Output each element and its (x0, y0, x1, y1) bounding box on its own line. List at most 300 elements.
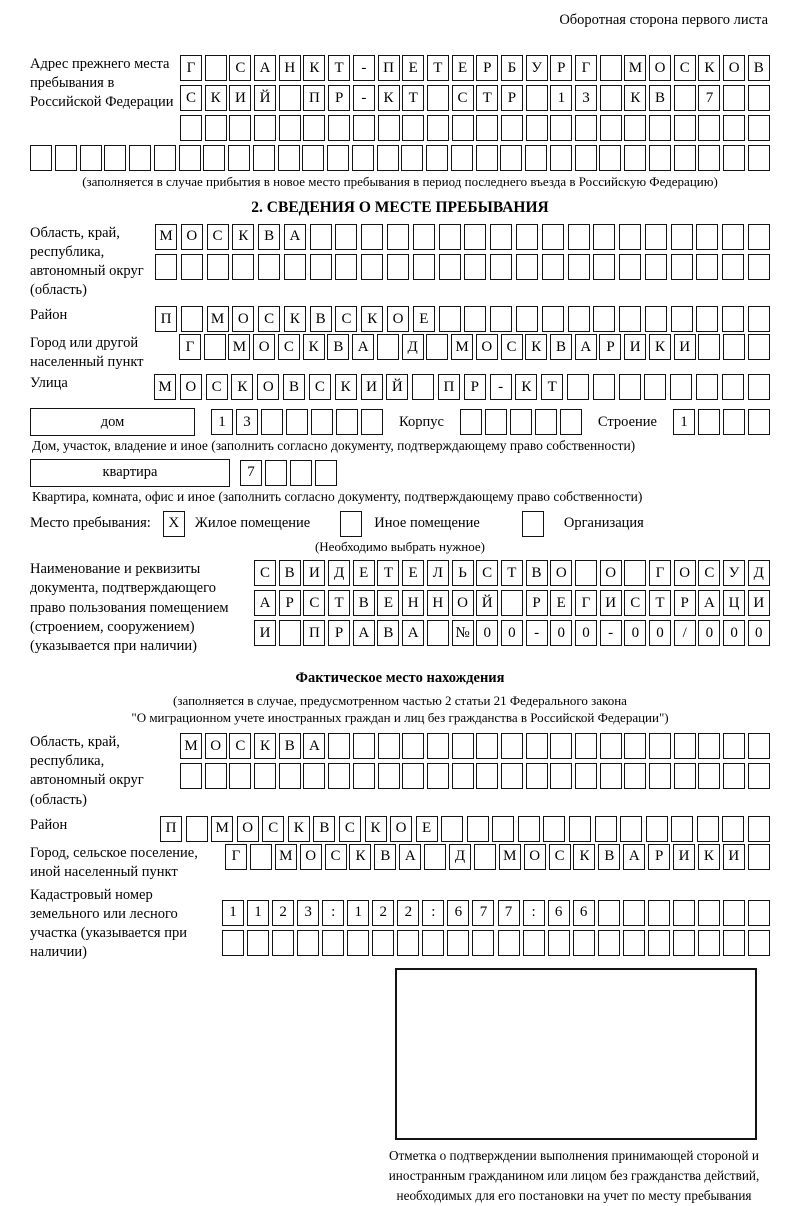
char-box[interactable]: П (155, 306, 177, 332)
char-box[interactable] (698, 763, 720, 789)
char-box[interactable] (154, 145, 176, 171)
char-box[interactable] (748, 85, 770, 111)
char-box[interactable]: М (180, 733, 202, 759)
char-box[interactable] (648, 900, 670, 926)
char-box[interactable] (516, 224, 538, 250)
char-box[interactable] (593, 374, 615, 400)
char-box[interactable]: Д (328, 560, 350, 586)
char-box[interactable] (518, 816, 540, 842)
char-box[interactable] (247, 930, 269, 956)
char-box[interactable] (748, 930, 770, 956)
char-box[interactable]: 2 (272, 900, 294, 926)
char-box[interactable]: С (674, 55, 696, 81)
char-box[interactable] (624, 733, 646, 759)
char-box[interactable]: В (377, 620, 399, 646)
char-box[interactable] (303, 763, 325, 789)
char-box[interactable] (452, 763, 474, 789)
char-box[interactable] (254, 115, 276, 141)
char-box[interactable] (510, 409, 532, 435)
char-box[interactable]: К (515, 374, 537, 400)
char-box[interactable]: Г (575, 55, 597, 81)
char-box[interactable] (722, 816, 744, 842)
char-box[interactable] (327, 145, 349, 171)
char-box[interactable] (30, 145, 52, 171)
char-box[interactable] (310, 224, 332, 250)
char-box[interactable] (624, 763, 646, 789)
char-box[interactable] (361, 409, 383, 435)
char-box[interactable] (427, 115, 449, 141)
checkbox-zhiloe[interactable]: X (163, 511, 185, 537)
char-box[interactable] (600, 115, 622, 141)
char-box[interactable] (516, 254, 538, 280)
char-box[interactable]: С (309, 374, 331, 400)
char-box[interactable] (353, 733, 375, 759)
char-box[interactable] (402, 763, 424, 789)
char-box[interactable] (261, 409, 283, 435)
char-box[interactable] (378, 763, 400, 789)
char-box[interactable] (476, 145, 498, 171)
checkbox-inoe[interactable] (340, 511, 362, 537)
char-box[interactable]: Д (748, 560, 770, 586)
char-box[interactable]: К (303, 334, 325, 360)
char-box[interactable] (402, 115, 424, 141)
char-box[interactable]: С (339, 816, 361, 842)
char-box[interactable]: А (402, 620, 424, 646)
char-box[interactable] (671, 254, 693, 280)
char-box[interactable]: А (353, 620, 375, 646)
char-box[interactable] (464, 306, 486, 332)
char-box[interactable] (575, 763, 597, 789)
char-box[interactable]: 0 (723, 620, 745, 646)
char-box[interactable] (426, 145, 448, 171)
char-box[interactable]: Г (225, 844, 247, 870)
char-box[interactable]: М (207, 306, 229, 332)
char-box[interactable] (670, 374, 692, 400)
char-box[interactable]: 0 (649, 620, 671, 646)
char-box[interactable]: Й (386, 374, 408, 400)
char-box[interactable]: Е (416, 816, 438, 842)
char-box[interactable] (674, 115, 696, 141)
char-box[interactable] (624, 115, 646, 141)
char-box[interactable] (723, 115, 745, 141)
char-box[interactable]: 7 (698, 85, 720, 111)
char-box[interactable] (748, 306, 770, 332)
char-box[interactable]: 1 (673, 409, 695, 435)
char-box[interactable]: С (698, 560, 720, 586)
char-box[interactable]: Т (427, 55, 449, 81)
char-box[interactable] (232, 254, 254, 280)
char-box[interactable] (447, 930, 469, 956)
char-box[interactable]: К (361, 306, 383, 332)
char-box[interactable]: М (228, 334, 250, 360)
char-box[interactable] (467, 816, 489, 842)
char-box[interactable] (542, 306, 564, 332)
char-box[interactable] (328, 115, 350, 141)
char-box[interactable] (722, 374, 744, 400)
char-box[interactable]: И (674, 334, 696, 360)
char-box[interactable]: Т (476, 85, 498, 111)
char-box[interactable] (696, 224, 718, 250)
char-box[interactable]: Т (402, 85, 424, 111)
char-box[interactable] (550, 733, 572, 759)
char-box[interactable] (567, 374, 589, 400)
char-box[interactable] (352, 145, 374, 171)
char-box[interactable]: М (451, 334, 473, 360)
char-box[interactable]: С (501, 334, 523, 360)
char-box[interactable]: О (257, 374, 279, 400)
char-box[interactable] (569, 816, 591, 842)
char-box[interactable] (723, 409, 745, 435)
char-box[interactable] (525, 145, 547, 171)
char-box[interactable] (180, 115, 202, 141)
char-box[interactable] (181, 254, 203, 280)
char-box[interactable] (387, 224, 409, 250)
char-box[interactable]: Н (427, 590, 449, 616)
char-box[interactable]: В (279, 733, 301, 759)
char-box[interactable] (501, 733, 523, 759)
char-box[interactable] (335, 224, 357, 250)
char-box[interactable]: : (523, 900, 545, 926)
char-box[interactable]: Р (550, 55, 572, 81)
char-box[interactable]: Р (526, 590, 548, 616)
char-box[interactable] (290, 460, 312, 486)
char-box[interactable]: Р (599, 334, 621, 360)
char-box[interactable] (181, 306, 203, 332)
char-box[interactable] (644, 374, 666, 400)
char-box[interactable]: С (254, 560, 276, 586)
char-box[interactable] (302, 145, 324, 171)
char-box[interactable]: К (698, 55, 720, 81)
char-box[interactable]: О (600, 560, 622, 586)
char-box[interactable]: Л (427, 560, 449, 586)
char-box[interactable] (439, 306, 461, 332)
char-box[interactable]: 3 (575, 85, 597, 111)
char-box[interactable] (222, 930, 244, 956)
char-box[interactable]: В (598, 844, 620, 870)
char-box[interactable]: М (275, 844, 297, 870)
char-box[interactable]: Т (328, 590, 350, 616)
char-box[interactable]: - (600, 620, 622, 646)
char-box[interactable] (568, 306, 590, 332)
char-box[interactable] (278, 145, 300, 171)
char-box[interactable] (696, 254, 718, 280)
char-box[interactable]: Ь (452, 560, 474, 586)
char-box[interactable]: С (624, 590, 646, 616)
char-box[interactable]: Р (648, 844, 670, 870)
char-box[interactable] (723, 334, 745, 360)
char-box[interactable] (413, 224, 435, 250)
char-box[interactable]: П (303, 620, 325, 646)
char-box[interactable] (377, 334, 399, 360)
char-box[interactable] (674, 145, 696, 171)
char-box[interactable] (723, 900, 745, 926)
char-box[interactable] (155, 254, 177, 280)
char-box[interactable] (104, 145, 126, 171)
char-box[interactable]: М (211, 816, 233, 842)
char-box[interactable] (412, 374, 434, 400)
char-box[interactable] (526, 763, 548, 789)
char-box[interactable] (526, 85, 548, 111)
char-box[interactable] (623, 930, 645, 956)
char-box[interactable] (548, 930, 570, 956)
char-box[interactable]: К (624, 85, 646, 111)
char-box[interactable] (623, 900, 645, 926)
char-box[interactable] (600, 85, 622, 111)
char-box[interactable] (624, 560, 646, 586)
char-box[interactable] (698, 930, 720, 956)
char-box[interactable]: В (283, 374, 305, 400)
char-box[interactable] (748, 334, 770, 360)
char-box[interactable]: О (452, 590, 474, 616)
char-box[interactable]: О (181, 224, 203, 250)
char-box[interactable]: Е (402, 560, 424, 586)
char-box[interactable]: О (387, 306, 409, 332)
char-box[interactable]: О (649, 55, 671, 81)
char-box[interactable] (722, 224, 744, 250)
char-box[interactable]: 0 (501, 620, 523, 646)
char-box[interactable] (180, 763, 202, 789)
char-box[interactable]: Р (464, 374, 486, 400)
char-box[interactable] (673, 900, 695, 926)
char-box[interactable]: К (698, 844, 720, 870)
char-box[interactable] (186, 816, 208, 842)
char-box[interactable]: 6 (548, 900, 570, 926)
char-box[interactable] (674, 85, 696, 111)
char-box[interactable] (203, 145, 225, 171)
char-box[interactable]: 1 (347, 900, 369, 926)
char-box[interactable]: О (205, 733, 227, 759)
char-box[interactable]: / (674, 620, 696, 646)
char-box[interactable] (310, 254, 332, 280)
char-box[interactable]: 1 (247, 900, 269, 926)
char-box[interactable]: Е (353, 560, 375, 586)
char-box[interactable]: В (310, 306, 332, 332)
char-box[interactable] (723, 930, 745, 956)
char-box[interactable]: Р (674, 590, 696, 616)
char-box[interactable]: В (313, 816, 335, 842)
char-box[interactable] (645, 254, 667, 280)
char-box[interactable]: 7 (472, 900, 494, 926)
char-box[interactable] (575, 115, 597, 141)
char-box[interactable]: Г (649, 560, 671, 586)
char-box[interactable] (593, 254, 615, 280)
char-box[interactable] (619, 254, 641, 280)
char-box[interactable]: В (258, 224, 280, 250)
char-box[interactable] (620, 816, 642, 842)
char-box[interactable]: К (525, 334, 547, 360)
char-box[interactable]: 1 (222, 900, 244, 926)
char-box[interactable] (253, 145, 275, 171)
char-box[interactable] (229, 115, 251, 141)
char-box[interactable] (464, 224, 486, 250)
char-box[interactable]: И (673, 844, 695, 870)
char-box[interactable] (748, 115, 770, 141)
char-box[interactable]: О (390, 816, 412, 842)
char-box[interactable] (698, 334, 720, 360)
char-box[interactable]: Д (449, 844, 471, 870)
char-box[interactable] (595, 816, 617, 842)
char-box[interactable] (378, 733, 400, 759)
char-box[interactable] (624, 145, 646, 171)
char-box[interactable] (476, 763, 498, 789)
char-box[interactable] (698, 900, 720, 926)
char-box[interactable] (550, 763, 572, 789)
char-box[interactable]: 0 (698, 620, 720, 646)
char-box[interactable]: С (180, 85, 202, 111)
char-box[interactable] (485, 409, 507, 435)
char-box[interactable] (265, 460, 287, 486)
char-box[interactable]: 6 (447, 900, 469, 926)
char-box[interactable] (476, 115, 498, 141)
char-box[interactable]: Г (180, 55, 202, 81)
char-box[interactable] (441, 816, 463, 842)
char-box[interactable]: 0 (476, 620, 498, 646)
char-box[interactable] (674, 763, 696, 789)
char-box[interactable] (598, 900, 620, 926)
char-box[interactable] (696, 306, 718, 332)
char-box[interactable] (413, 254, 435, 280)
char-box[interactable]: О (237, 816, 259, 842)
char-box[interactable]: - (353, 55, 375, 81)
char-box[interactable] (427, 85, 449, 111)
char-box[interactable] (460, 409, 482, 435)
char-box[interactable]: С (229, 733, 251, 759)
char-box[interactable] (472, 930, 494, 956)
char-box[interactable] (619, 224, 641, 250)
char-box[interactable]: О (550, 560, 572, 586)
char-box[interactable]: Р (279, 590, 301, 616)
char-box[interactable]: 7 (498, 900, 520, 926)
char-box[interactable]: С (229, 55, 251, 81)
char-box[interactable] (498, 930, 520, 956)
char-box[interactable]: М (499, 844, 521, 870)
char-box[interactable] (575, 733, 597, 759)
char-box[interactable]: И (624, 334, 646, 360)
char-box[interactable] (619, 374, 641, 400)
char-box[interactable]: Г (179, 334, 201, 360)
char-box[interactable] (698, 145, 720, 171)
char-box[interactable]: И (303, 560, 325, 586)
char-box[interactable] (272, 930, 294, 956)
char-box[interactable]: Ц (723, 590, 745, 616)
char-box[interactable]: К (254, 733, 276, 759)
char-box[interactable] (723, 85, 745, 111)
char-box[interactable]: В (748, 55, 770, 81)
char-box[interactable]: : (322, 900, 344, 926)
char-box[interactable]: А (303, 733, 325, 759)
char-box[interactable] (748, 900, 770, 926)
char-box[interactable] (205, 55, 227, 81)
char-box[interactable]: П (378, 55, 400, 81)
char-box[interactable]: Т (649, 590, 671, 616)
char-box[interactable] (748, 224, 770, 250)
char-box[interactable]: О (476, 334, 498, 360)
char-box[interactable] (279, 620, 301, 646)
char-box[interactable] (698, 115, 720, 141)
char-box[interactable] (179, 145, 201, 171)
char-box[interactable]: А (352, 334, 374, 360)
char-box[interactable] (748, 733, 770, 759)
char-box[interactable] (593, 224, 615, 250)
char-box[interactable] (649, 733, 671, 759)
char-box[interactable] (353, 115, 375, 141)
char-box[interactable] (722, 306, 744, 332)
char-box[interactable]: И (361, 374, 383, 400)
char-box[interactable]: С (335, 306, 357, 332)
char-box[interactable] (474, 844, 496, 870)
char-box[interactable]: Й (476, 590, 498, 616)
char-box[interactable] (698, 733, 720, 759)
char-box[interactable] (523, 930, 545, 956)
char-box[interactable]: В (353, 590, 375, 616)
char-box[interactable]: К (303, 55, 325, 81)
char-box[interactable] (697, 816, 719, 842)
char-box[interactable]: Т (541, 374, 563, 400)
char-box[interactable] (748, 145, 770, 171)
char-box[interactable] (696, 374, 718, 400)
char-box[interactable] (543, 816, 565, 842)
char-box[interactable] (649, 763, 671, 789)
char-box[interactable]: У (526, 55, 548, 81)
char-box[interactable]: : (422, 900, 444, 926)
char-box[interactable]: К (335, 374, 357, 400)
char-box[interactable]: 0 (575, 620, 597, 646)
char-box[interactable] (303, 115, 325, 141)
char-box[interactable] (748, 763, 770, 789)
char-box[interactable] (600, 733, 622, 759)
char-box[interactable] (439, 224, 461, 250)
char-box[interactable] (422, 930, 444, 956)
char-box[interactable] (328, 733, 350, 759)
char-box[interactable] (284, 254, 306, 280)
char-box[interactable]: О (253, 334, 275, 360)
char-box[interactable] (723, 145, 745, 171)
char-box[interactable]: Е (550, 590, 572, 616)
char-box[interactable]: Р (328, 620, 350, 646)
char-box[interactable]: С (207, 224, 229, 250)
char-box[interactable] (427, 733, 449, 759)
char-box[interactable]: М (624, 55, 646, 81)
char-box[interactable]: Е (402, 55, 424, 81)
char-box[interactable] (228, 145, 250, 171)
char-box[interactable]: С (452, 85, 474, 111)
char-box[interactable]: Р (328, 85, 350, 111)
char-box[interactable]: В (327, 334, 349, 360)
char-box[interactable]: К (284, 306, 306, 332)
char-box[interactable] (452, 115, 474, 141)
char-box[interactable]: И (254, 620, 276, 646)
char-box[interactable] (424, 844, 446, 870)
char-box[interactable]: С (258, 306, 280, 332)
char-box[interactable]: А (623, 844, 645, 870)
char-box[interactable] (315, 460, 337, 486)
char-box[interactable]: Т (501, 560, 523, 586)
char-box[interactable]: О (524, 844, 546, 870)
char-box[interactable]: 0 (748, 620, 770, 646)
char-box[interactable] (599, 145, 621, 171)
char-box[interactable]: 3 (236, 409, 258, 435)
char-box[interactable]: Й (254, 85, 276, 111)
char-box[interactable] (427, 763, 449, 789)
char-box[interactable] (311, 409, 333, 435)
char-box[interactable] (516, 306, 538, 332)
char-box[interactable] (397, 930, 419, 956)
char-box[interactable]: М (155, 224, 177, 250)
char-box[interactable] (723, 733, 745, 759)
char-box[interactable] (492, 816, 514, 842)
char-box[interactable]: К (649, 334, 671, 360)
char-box[interactable] (645, 224, 667, 250)
